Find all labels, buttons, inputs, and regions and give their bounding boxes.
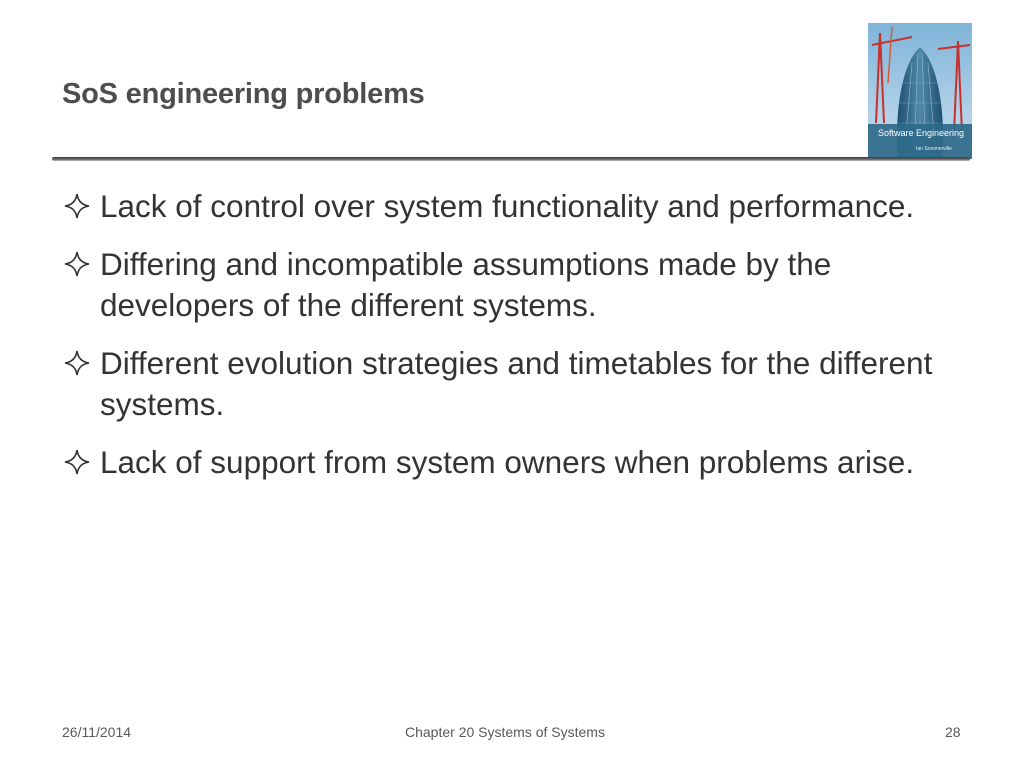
footer-date: 26/11/2014: [62, 724, 132, 740]
book-cover-title: Software Engineering: [878, 128, 965, 138]
book-cover-image: [868, 23, 972, 159]
bullet-text: Lack of control over system functionality and performance.: [100, 188, 915, 224]
four-point-star-icon: [62, 348, 92, 378]
bullet-text: Different evolution strategies and timetables for the different systems.: [100, 345, 933, 422]
bullet-list: [62, 186, 942, 500]
four-point-star-icon: [62, 447, 92, 477]
bullet-text: Differing and incompatible assumptions made by the developers of the different systems.: [100, 246, 832, 323]
footer-page-number: 28: [945, 724, 961, 740]
bullet-item: [62, 343, 942, 425]
four-point-star-icon: [62, 191, 92, 221]
footer-chapter: Chapter 20 Systems of Systems: [405, 724, 605, 740]
bullet-item: [62, 442, 942, 483]
slide-title: SoS engineering problems: [62, 78, 425, 110]
bullet-text: Lack of support from system owners when problems arise.: [100, 444, 915, 480]
four-point-star-icon: [62, 249, 92, 279]
title-divider: [52, 157, 970, 161]
bullet-item: [62, 186, 942, 227]
bullet-item: [62, 244, 942, 326]
book-cover-author: Ian Sommerville: [916, 146, 952, 152]
